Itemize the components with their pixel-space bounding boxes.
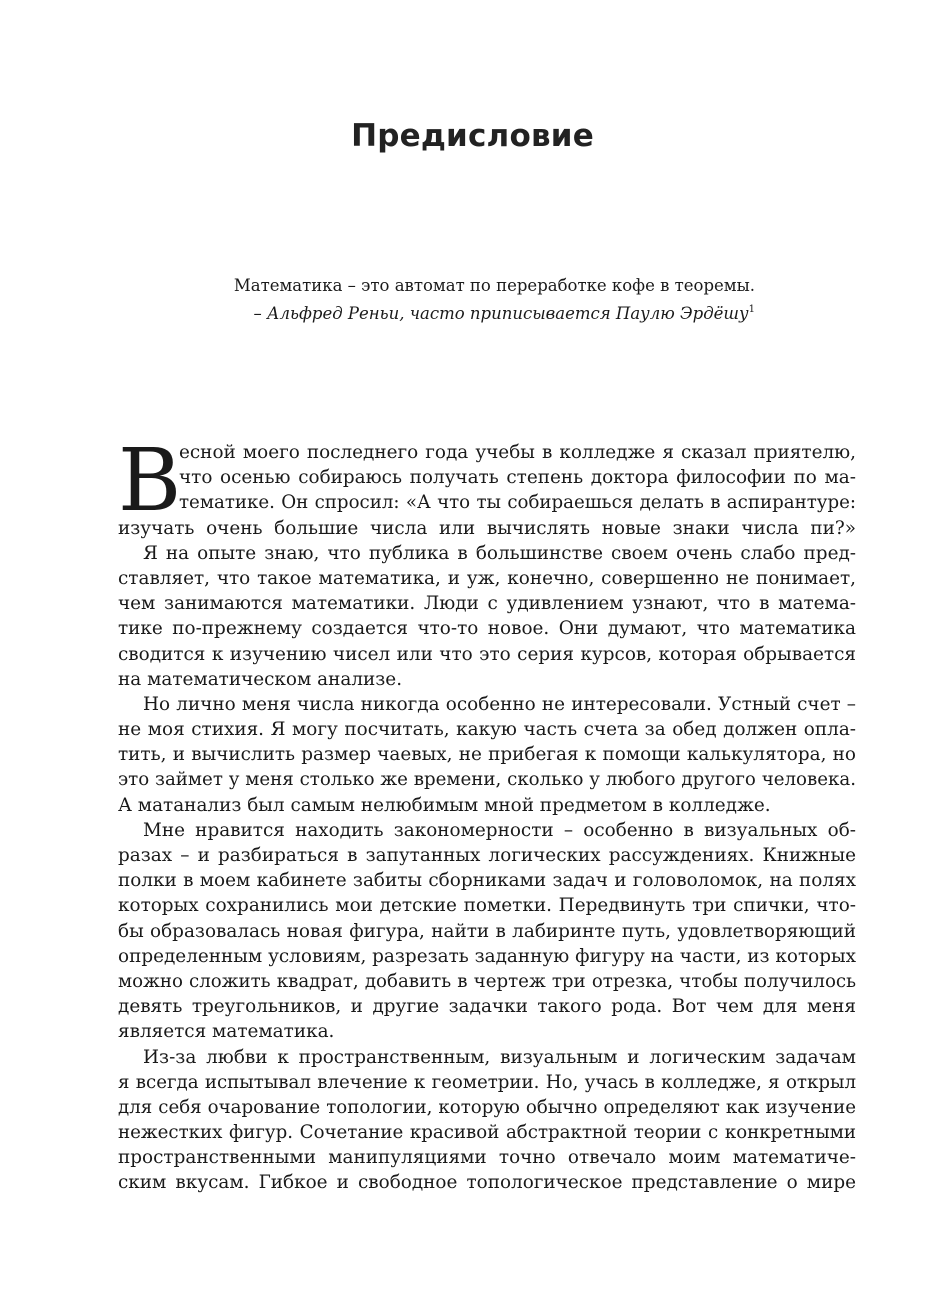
- text-line: тематике. Он спросил: «А что ты собираешься делать в аспирантуре:: [179, 492, 856, 514]
- text-line: Я на опыте знаю, что публика в большинстве своем очень слабо пред-: [143, 542, 856, 564]
- text-line: ским вкусам. Гибкое и свободное топологическое представление о мире: [118, 1172, 856, 1194]
- text-line: тить, и вычислить размер чаевых, не прибегая к помощи калькулятора, но: [118, 744, 856, 766]
- text-line: Мне нравится находить закономерности – особенно в визуальных об-: [143, 819, 856, 841]
- text-line: которых сохранились мои детские пометки. Передвинуть три спички, что-: [118, 895, 856, 917]
- text-line: можно сложить квадрат, добавить в чертеж три отрезка, чтобы получилось: [118, 970, 856, 992]
- text-line: я всегда испытывал влечение к геометрии. Но, учась в колледже, я открыл: [118, 1071, 856, 1093]
- text-line: пространственными манипуляциями точно отвечало моим математиче-: [118, 1147, 856, 1169]
- text-line: бы образовалась новая фигура, найти в лабиринте путь, удовлетворяющий: [118, 920, 856, 942]
- text-line: не моя стихия. Я могу посчитать, какую часть счета за обед должен опла-: [118, 719, 856, 741]
- text-line: есной моего последнего года учебы в колледже я сказал приятелю,: [179, 442, 856, 463]
- text-line: является математика.: [118, 1021, 335, 1043]
- epigraph-attribution: [150, 300, 755, 328]
- text-line: на математическом анализе.: [118, 668, 403, 690]
- text-line: это займет у меня столько же времени, сколько у любого другого человека.: [118, 769, 856, 791]
- epigraph: [150, 272, 755, 328]
- text-line: ставляет, что такое математика, и уж, конечно, совершенно не понимает,: [118, 567, 856, 589]
- text-line: тике по-прежнему создается что-то новое. Они думают, что математика: [118, 618, 856, 640]
- text-line: Но лично меня числа никогда особенно не интересовали. Устный счет –: [143, 693, 856, 715]
- text-line: полки в моем кабинете забиты сборниками задач и головоломок, на полях: [118, 870, 856, 892]
- epigraph-quote: Математика – это автомат по переработке кофе в теоремы.: [233, 276, 755, 295]
- text-line: для себя очарование топологии, которую обычно определяют как изучение: [118, 1096, 856, 1118]
- page-title: Предисловие: [351, 118, 594, 154]
- text-line: разах – и разбираться в запутанных логических рассуждениях. Книжные: [118, 845, 856, 866]
- body-text: [118, 431, 856, 1196]
- text-line: чем занимаются математики. Люди с удивлением узнают, что в матема-: [118, 593, 856, 615]
- drop-cap: В: [118, 431, 182, 531]
- text-line: что осенью собираюсь получать степень доктора философии по ма-: [179, 467, 856, 489]
- epigraph-attribution-text: – Альфред Реньи, часто приписывается Паулю Эрдёшу: [253, 304, 749, 323]
- text-line: девять треугольников, и другие задачки такого рода. Вот чем для меня: [118, 996, 856, 1018]
- text-line: Из-за любви к пространственным, визуальным и логическим задачам: [143, 1046, 856, 1068]
- text-line: нежестких фигур. Сочетание красивой абстрактной теории с конкретными: [118, 1122, 856, 1144]
- text-line: А матанализ был самым нелюбимым мной предметом в колледже.: [118, 794, 771, 816]
- text-line: изучать очень большие числа или вычислять новые знаки числа пи?»: [118, 517, 856, 539]
- text-line: сводится к изучению чисел или что это серия курсов, которая обрывается: [118, 643, 856, 665]
- footnote-marker: 1: [748, 304, 755, 315]
- text-line: определенным условиям, разрезать заданную фигуру на части, из которых: [118, 945, 856, 967]
